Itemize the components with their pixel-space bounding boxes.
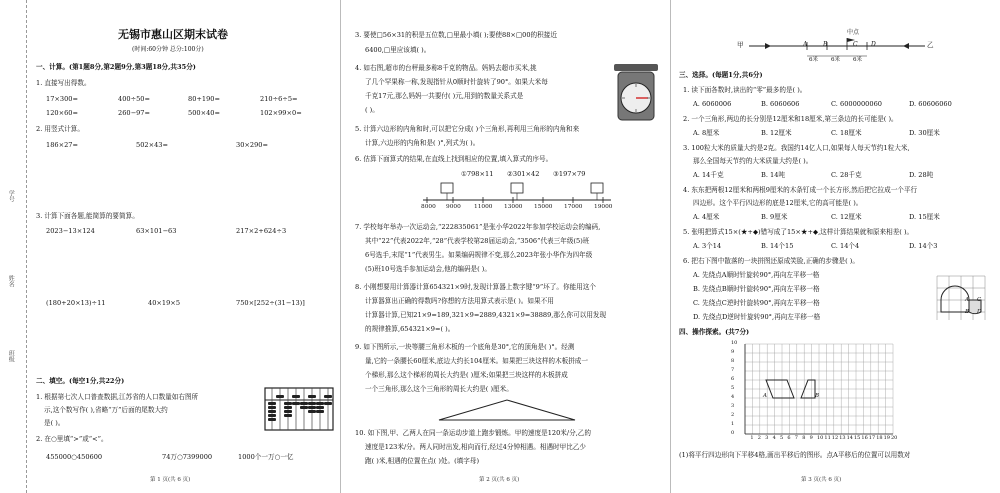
exam-subtitle: (时间:60分钟 总分:100分) [132,46,204,53]
q9-line: 9. 如下图所示,一块等腰三角形木板的一个底角是30°,它的顶角是( )°。经测 [355,343,575,351]
q9-line: 一个三角形,那么这个三角形的周长大约是( )厘米。 [365,385,513,393]
choice-option: D. 15厘米 [909,213,940,221]
choice-option: D. 先绕点D逆时针旋转90°,再向左平移一格 [693,313,821,321]
grid-x-tick-label: 1 [750,435,754,441]
page-3 [670,0,1000,493]
q7-line: 6号选手,末尾“1”代表男生。如果编码规律不变,那么2023年张小华作为四年级 [365,251,593,259]
choice-option: B. 先绕点B顺时针旋转90°,再向左平移一格 [693,285,820,293]
q7-line: 其中“22”代表2022年,“28”代表学校第28届运动会,“3506”代表三年级(5)班 [365,237,590,245]
grid-point-label: A [763,393,767,399]
choice5-prompt: 5. 张明把算式15×(★+◆)错写成了15×★+◆,这样计算结果就和原来相差( )。 [683,228,914,236]
fill1-line: 示,这个数写作( ),省略“万”后面的尾数大约 [44,406,168,414]
grid-x-tick-label: 12 [831,435,839,441]
q8-line: 8. 小刚想要用计算器计算654321×9时,发现计算器上数字键“9”坏了。你能用这个 [355,283,596,291]
diagram-midpoint-label: 中点 [847,29,860,36]
q4-line: 4. 如右图,超市的台秤最多称8千克的物品。妈妈去超市买米,挑 [355,64,537,72]
q2-item: 30×290= [236,141,269,149]
q9-line: 量,它的一条腰长60厘米,底边大约长104厘米。如果把三块这样的木板拼成一 [365,357,588,365]
tick-label: 15000 [534,204,553,210]
grid-x-tick-label: 18 [876,435,883,441]
fill2-item: 455000○450600 [46,453,103,461]
q3-line: 6400,□里应该填( )。 [365,46,431,54]
q5-line: 计算,六边形的内角和是( )°,列式为( )。 [365,139,480,147]
binding-margin [0,0,27,493]
q3-prompt: 3. 计算下面各题,能简算的要简算。 [36,212,139,220]
grid-x-tick-label: 20 [891,435,898,441]
choice-option: C. 先绕点C逆时针旋转90°,再向左平移一格 [693,299,820,307]
grid-y-tick-label: 0 [731,430,735,436]
choice-option: A. 14千克 [693,171,724,179]
grid-x-tick-label: 10 [817,435,824,441]
q1-item: 80+190= [188,95,221,103]
q4-line: 千克17元,那么妈妈一共要付( )元,用到的数量关系式是 [365,92,524,100]
choice-option: C. 14个4 [831,242,860,250]
choice-option: D. 60606060 [909,100,952,108]
grid-x-tick-label: 3 [765,435,769,441]
grid-x-tick-label: 2 [757,435,761,441]
abacus-figure [264,387,334,431]
q10-line: 速度是123米/分。两人同时出发,相向而行,经过4分钟相遇。相遇时甲比乙少 [365,443,587,451]
grid-x-tick-label: 11 [824,435,831,441]
q1-item: 17×300= [46,95,79,103]
isosceles-triangle [437,398,577,422]
fill2-item: 74万○7399000 [162,453,213,461]
q5-line: 5. 计算六边形的内角和时,可以把它分成( )个三角形,再利用三角形的内角和来 [355,125,580,133]
point-label: A [803,41,808,48]
puzzle-point-label: B [965,309,970,315]
point-label: B [823,41,828,48]
q3-item: 63×101−63 [136,227,177,235]
grid-y-tick-label: 6 [731,376,735,382]
choice-option: D. 14个3 [909,242,938,250]
q1-item: 260−97= [118,109,151,117]
q8-line: 的规律推算,654321×9=( )。 [365,325,455,333]
q3-item: 2023−13×124 [46,227,95,235]
q7-line: (5)班10号选手参加运动会,他的编码是( )。 [365,265,491,273]
grid-x-tick-label: 5 [780,435,784,441]
grid-x-tick-label: 4 [772,435,776,441]
grid-x-tick-label: 16 [861,435,868,441]
section1-title: 一、计算。(第1题8分,第2题9分,第3题18分,共35分) [36,63,196,71]
point-label: C [853,41,858,48]
puzzle-point-label: A [965,297,969,303]
q1-item: 102×99×0= [260,109,302,117]
grid-y-tick-label: 5 [731,385,735,391]
page-2 [340,0,670,493]
grid-y-tick-label: 9 [731,349,735,355]
q1-prompt: 1. 直接写出得数。 [36,79,91,87]
choice-option: B. 6060606 [761,100,800,108]
q6-expr: ②301×42 [507,170,540,178]
section3-title: 三、选择。(每题1分,共6分) [679,71,763,79]
diagram-left-label: 甲 [737,41,744,49]
grid-x-tick-label: 7 [794,435,798,441]
scale-figure [608,60,664,122]
fill1-line: 是( )。 [44,419,65,427]
choice2-prompt: 2. 一个三角形,两边的长分别是12厘米和18厘米,第三条边的长可能是( )。 [683,115,898,123]
exam-title: 无锡市惠山区期末试卷 [118,28,228,41]
choice-option: A. 8厘米 [693,129,720,137]
grid-x-tick-label: 9 [809,435,813,441]
q3-item: 40×19×5 [148,299,181,307]
section4-title: 四、操作探索。(共7分) [679,328,750,336]
choice-option: B. 14吨 [761,171,786,179]
grid-x-tick-label: 6 [787,435,791,441]
ops1-line: (1)将平行四边形向下平移4格,画出平移后的图形。点A平移后的位置可以用数对 [679,451,911,459]
choice6-prompt: 6. 把右下图中散落的一块拼图还原成笑脸,正确的步骤是( )。 [683,257,859,265]
choice-option: C. 12厘米 [831,213,862,221]
page-1 [0,0,340,493]
choice-option: D. 28吨 [909,171,934,179]
choice3-line: 3. 100粒大米的质量大约是2克。我国约14亿人口,如果每人每天节约1粒大米, [683,144,910,152]
tick-label: 13000 [504,204,523,210]
grid-x-tick-label: 13 [839,435,846,441]
point-label: D [871,41,876,48]
q10-line: 10. 如下图,甲、乙两人在同一条运动步道上跑步锻炼。甲的速度是120米/分,乙的 [355,429,591,437]
choice-option: A. 3个14 [693,242,722,250]
distance-label: 6米 [853,57,862,63]
distance-label: 6米 [831,57,840,63]
q1-item: 120×60= [46,109,79,117]
q4-line: ( )。 [365,106,379,114]
tick-label: 8000 [421,204,436,210]
fill1-line: 1. 根据第七次人口普查数据,江苏省的人口数量如右图所 [36,393,199,401]
choice-option: C. 18厘米 [831,129,862,137]
q8-line: 计算器计算,已知21×9=189,321×9=2889,4321×9=38889,那么你可以用发现 [365,311,607,319]
grid-y-tick-label: 2 [731,412,735,418]
grid-y-tick-label: 1 [731,421,735,427]
grid-y-tick-label: 10 [731,340,738,346]
q1-item: 500×40= [188,109,221,117]
q6-expr: ①798×11 [461,170,494,178]
choice-option: B. 12厘米 [761,129,792,137]
tick-label: 11000 [474,204,493,210]
grid-y-tick-label: 4 [731,394,735,400]
choice4-line: 4. 东东把两根12厘米和两根9厘米的木条钉成一个长方形,然后把它拉成一个平行 [683,186,918,194]
section2-title: 二、填空。(每空1分,共22分) [36,377,125,385]
choice1-prompt: 1. 读下面各数时,读出的“零”最多的是( )。 [683,86,807,94]
grid-x-tick-label: 14 [846,435,853,441]
q2-prompt: 2. 用竖式计算。 [36,125,84,133]
q3-line: 3. 要使□56×31的积是五位数,□里最小填( );要使88×□00的积接近 [355,31,557,39]
q2-item: 186×27= [46,141,79,149]
puzzle-point-label: D [977,309,982,315]
choice-option: B. 9厘米 [761,213,788,221]
fill2-item: 1000个一万○一亿 [238,453,294,461]
choice-option: A. 4厘米 [693,213,720,221]
choice-option: D. 30厘米 [909,129,940,137]
grid-y-tick-label: 7 [731,367,735,373]
q9-line: 个梯形,那么这个梯形的周长大约是( )厘米;如果把三块这样的木板拼成 [365,371,568,379]
grid-y-tick-label: 3 [731,403,735,409]
margin-label-name: 姓名 [7,275,15,287]
choice-option: A. 先绕点A顺时针旋转90°,再向左平移一格 [693,271,820,279]
tick-label: 9000 [446,204,461,210]
grid-x-tick-label: 17 [868,435,876,441]
q6-prompt: 6. 估算下面算式的结果,在直线上找到相应的位置,填入算式的序号。 [355,155,553,163]
margin-label-student-no: 学号 [7,190,15,202]
q6-expr: ③197×79 [553,170,586,178]
puzzle-point-label: C [977,297,982,303]
q1-item: 400÷50= [118,95,151,103]
page-footer: 第 2 页(共 6 页) [479,477,520,483]
choice-option: A. 6060006 [693,100,732,108]
grid-y-tick-label: 8 [731,358,735,364]
margin-label-class: 班级 [7,350,15,362]
page-footer: 第 1 页(共 6 页) [150,477,191,483]
q3-item: 217×2+624÷3 [236,227,287,235]
choice-option: B. 14个15 [761,242,794,250]
q3-item: (180+20×13)÷11 [46,299,106,307]
page-footer: 第 3 页(共 6 页) [801,477,842,483]
choice4-line: 四边形。这个平行四边形的底是12厘米,它的高可能是( )。 [693,199,863,207]
choice3-line: 那么全国每天节约的大米质量大约是( )。 [693,157,813,165]
q10-line: 跑( )米,相遇的位置在点( )处。(填字母) [365,457,480,465]
q7-line: 7. 学校每年举办一次运动会,“222835061”是张小华2022年参加学校运动会的编码, [355,223,601,231]
choice-option: C. 6000000060 [831,100,882,108]
grid-x-tick-label: 19 [883,435,890,441]
q1-item: 210÷6÷5= [260,95,298,103]
q3-item: 750×[252÷(31−13)] [236,299,305,307]
distance-label: 6米 [809,57,818,63]
q8-line: 计算器算出正确的得数吗?你想的方法用算式表示是( )。如果不用 [365,297,554,305]
q4-line: 了几个罕果称一称,发现指针从0顺时针旋转了90°。如果大米每 [365,78,548,86]
diagram-right-label: 乙 [927,41,934,49]
tick-label: 19000 [594,204,613,210]
tick-label: 17000 [564,204,583,210]
grid-x-tick-label: 15 [854,435,861,441]
grid-point-label: B [815,393,820,399]
fill2-prompt: 2. 在○里填“>”或“<”。 [36,435,108,443]
q2-item: 502×43= [136,141,169,149]
grid-x-tick-label: 8 [802,435,806,441]
choice-option: C. 28千克 [831,171,862,179]
